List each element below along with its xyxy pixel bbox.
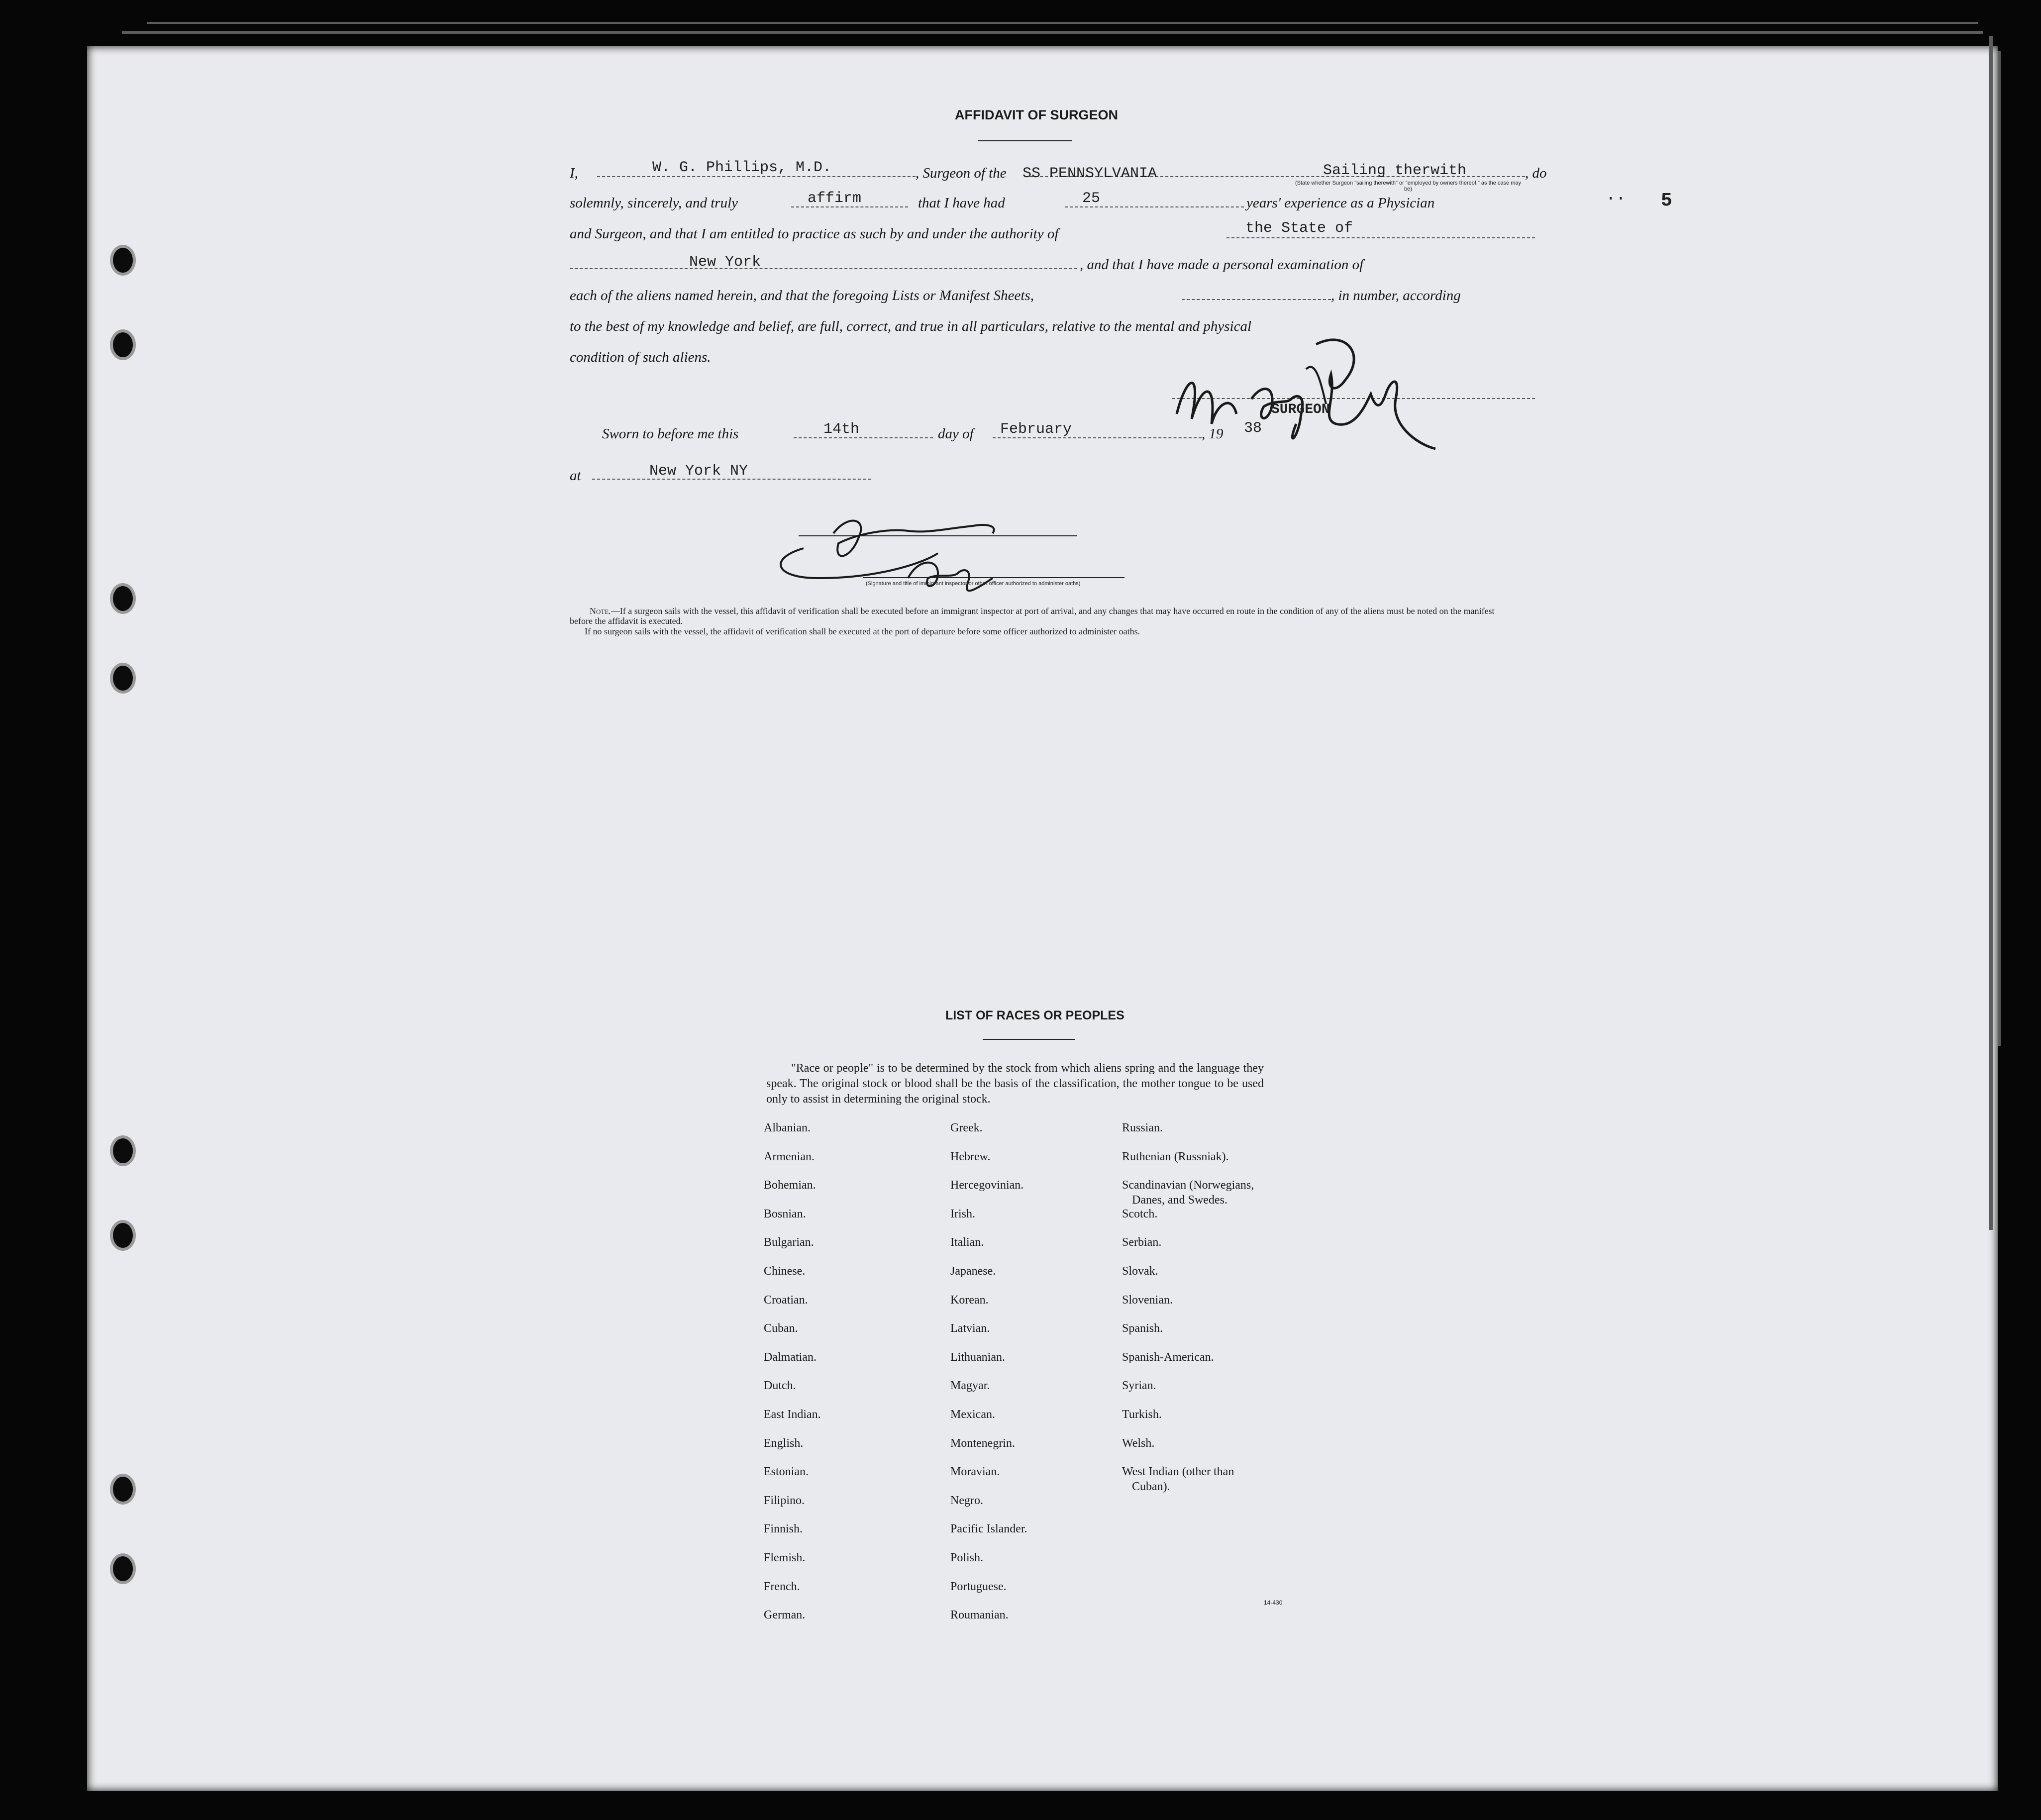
- race-item: Dutch.: [764, 1379, 796, 1393]
- sworn-prefix: Sworn to before me this: [602, 426, 739, 442]
- surgeon-name: W. G. Phillips, M.D.: [652, 159, 832, 176]
- authority-line: [1226, 237, 1535, 238]
- surgeon-name-line: [597, 176, 916, 177]
- affirm-verb: affirm: [808, 190, 862, 207]
- note-paragraph-1: [570, 606, 1500, 626]
- race-item: Danes, and Swedes.: [1132, 1194, 1227, 1207]
- line5-suffix: , in number, according: [1331, 288, 1461, 303]
- vessel-name: SS PENNSYLVANIA: [1022, 165, 1157, 182]
- sailing-hint: (State whether Surgeon "sailing therewith" or "employed by owners thereof," as the case may be): [1295, 180, 1522, 192]
- race-item: Pacific Islander.: [950, 1522, 1027, 1536]
- race-item: Scotch.: [1122, 1207, 1158, 1220]
- sworn-year: 38: [1244, 420, 1262, 437]
- race-item: Armenian.: [764, 1150, 815, 1163]
- race-item: Japanese.: [950, 1265, 996, 1278]
- binder-hole: [110, 1474, 136, 1505]
- race-item: Moravian.: [950, 1465, 1000, 1479]
- page-number: 5: [1661, 190, 1672, 211]
- race-item: Slovak.: [1122, 1265, 1158, 1278]
- race-item: Hebrew.: [950, 1150, 991, 1163]
- note-paragraph-2: If no surgeon sails with the vessel, the affidavit of verification shall be executed at the port of departure before some officer authorized to administer oaths.: [585, 626, 1140, 636]
- race-item: Negro.: [950, 1494, 983, 1507]
- binder-hole: [110, 329, 136, 360]
- page-edge-right: [1989, 36, 1993, 1230]
- race-item: Latvian.: [950, 1322, 990, 1335]
- race-item: Polish.: [950, 1551, 984, 1564]
- races-intro: "Race or people" is to be determined by the stock from which aliens spring and the language they speak. The original stock or blood shall be the basis of the classification, the mother tongue to be used only to assist in determining the original stock.: [766, 1062, 1264, 1106]
- binder-hole: [110, 583, 136, 614]
- page-edge-right-2: [1998, 51, 2001, 1046]
- race-item: English.: [764, 1436, 804, 1450]
- race-item: Mexican.: [950, 1408, 995, 1421]
- race-item: Bulgarian.: [764, 1236, 814, 1249]
- race-item: Flemish.: [764, 1551, 806, 1564]
- sworn-year-prefix: , 19: [1202, 426, 1224, 442]
- binder-hole: [110, 245, 136, 276]
- race-item: Russian.: [1122, 1121, 1163, 1134]
- manifest-page: [87, 46, 1998, 1791]
- years-experience: 25: [1082, 190, 1101, 207]
- race-item: Montenegrin.: [950, 1436, 1015, 1450]
- races-title-rule: [983, 1039, 1075, 1040]
- race-item: Korean.: [950, 1293, 989, 1307]
- race-item: East Indian.: [764, 1408, 821, 1421]
- form-code: 14-430: [1264, 1599, 1283, 1606]
- race-item: Albanian.: [764, 1121, 811, 1134]
- race-item: Roumanian.: [950, 1609, 1009, 1622]
- race-item: Croatian.: [764, 1293, 808, 1307]
- race-item: Finnish.: [764, 1522, 803, 1536]
- race-item: Chinese.: [764, 1265, 806, 1278]
- at-place: New York NY: [649, 463, 748, 480]
- race-item: German.: [764, 1609, 806, 1622]
- race-item: Cuban).: [1132, 1480, 1170, 1494]
- race-item: Hercegovinian.: [950, 1179, 1024, 1192]
- race-item: Cuban.: [764, 1322, 798, 1335]
- authority2-line: [570, 268, 1077, 269]
- race-item: Syrian.: [1122, 1379, 1156, 1393]
- line6-text: to the best of my knowledge and belief, are full, correct, and true in all particulars, relative to the mental and physical: [570, 318, 1252, 334]
- binder-hole: [110, 1220, 136, 1251]
- line1-suffix: , do: [1525, 165, 1547, 181]
- race-item: Scandinavian (Norwegians,: [1122, 1179, 1254, 1192]
- binder-hole: [110, 1553, 136, 1584]
- page-edge-top-2: [147, 22, 1978, 24]
- page-marks: ..: [1606, 186, 1626, 205]
- race-item: Portuguese.: [950, 1580, 1007, 1593]
- line7-text: condition of such aliens.: [570, 349, 711, 365]
- authority2: New York: [689, 254, 761, 271]
- sworn-mid: day of: [938, 426, 974, 442]
- sworn-month: February: [1000, 421, 1072, 438]
- race-item: Bosnian.: [764, 1207, 806, 1220]
- line2-mid: that I have had: [918, 195, 1005, 211]
- line5-text: each of the aliens named herein, and that the foregoing Lists or Manifest Sheets,: [570, 288, 1034, 303]
- race-item: Turkish.: [1122, 1408, 1162, 1421]
- race-item: Lithuanian.: [950, 1350, 1005, 1364]
- race-item: Dalmatian.: [764, 1350, 816, 1364]
- race-item: Filipino.: [764, 1494, 805, 1507]
- race-item: Slovenian.: [1122, 1293, 1173, 1307]
- race-item: Italian.: [950, 1236, 984, 1249]
- note-label: Note.: [590, 606, 611, 616]
- race-item: Serbian.: [1122, 1236, 1162, 1249]
- note-text-1: —If a surgeon sails with the vessel, this affidavit of verification shall be executed before an immigrant inspector at port of arrival, and any changes that may have occurred en route in the condition of any of the aliens must be noted on the manifest before the affidavit is executed.: [570, 606, 1495, 626]
- binder-hole: [110, 663, 136, 694]
- line3-text: and Surgeon, and that I am entitled to practice as such by and under the authority of: [570, 226, 1059, 242]
- race-item: Magyar.: [950, 1379, 990, 1393]
- affidavit-title: AFFIDAVIT OF SURGEON: [955, 107, 1118, 122]
- race-item: West Indian (other than: [1122, 1465, 1234, 1479]
- binder-hole: [110, 1135, 136, 1166]
- line2-prefix: solemnly, sincerely, and truly: [570, 195, 738, 211]
- sailing-status: Sailing therwith: [1323, 162, 1467, 179]
- race-item: Bohemian.: [764, 1179, 816, 1192]
- line4-suffix: , and that I have made a personal examination of: [1080, 257, 1364, 273]
- line1-prefix: I,: [570, 165, 578, 181]
- surgeon-label: SURGEON: [1271, 402, 1330, 417]
- race-item: Irish.: [950, 1207, 975, 1220]
- race-item: Estonian.: [764, 1465, 809, 1479]
- races-title: LIST OF RACES OR PEOPLES: [945, 1009, 1124, 1022]
- at-prefix: at: [570, 468, 581, 484]
- race-item: Ruthenian (Russniak).: [1122, 1150, 1229, 1163]
- sheets-count-line: [1182, 299, 1331, 300]
- page-edge-top: [122, 31, 1983, 34]
- sworn-day-line: [794, 437, 933, 438]
- sworn-day: 14th: [823, 421, 860, 438]
- inspector-caption: (Signature and title of immigrant inspector or other officer authorized to administer oaths): [866, 581, 1081, 587]
- authority: the State of: [1245, 220, 1353, 237]
- race-item: Greek.: [950, 1121, 983, 1134]
- line1-mid: , Surgeon of the: [916, 165, 1007, 181]
- race-item: French.: [764, 1580, 800, 1593]
- affidavit-title-rule: [978, 140, 1072, 141]
- race-item: Welsh.: [1122, 1436, 1155, 1450]
- line2-suffix: years' experience as a Physician: [1246, 195, 1435, 211]
- race-item: Spanish.: [1122, 1322, 1163, 1335]
- race-item: Spanish-American.: [1122, 1350, 1214, 1364]
